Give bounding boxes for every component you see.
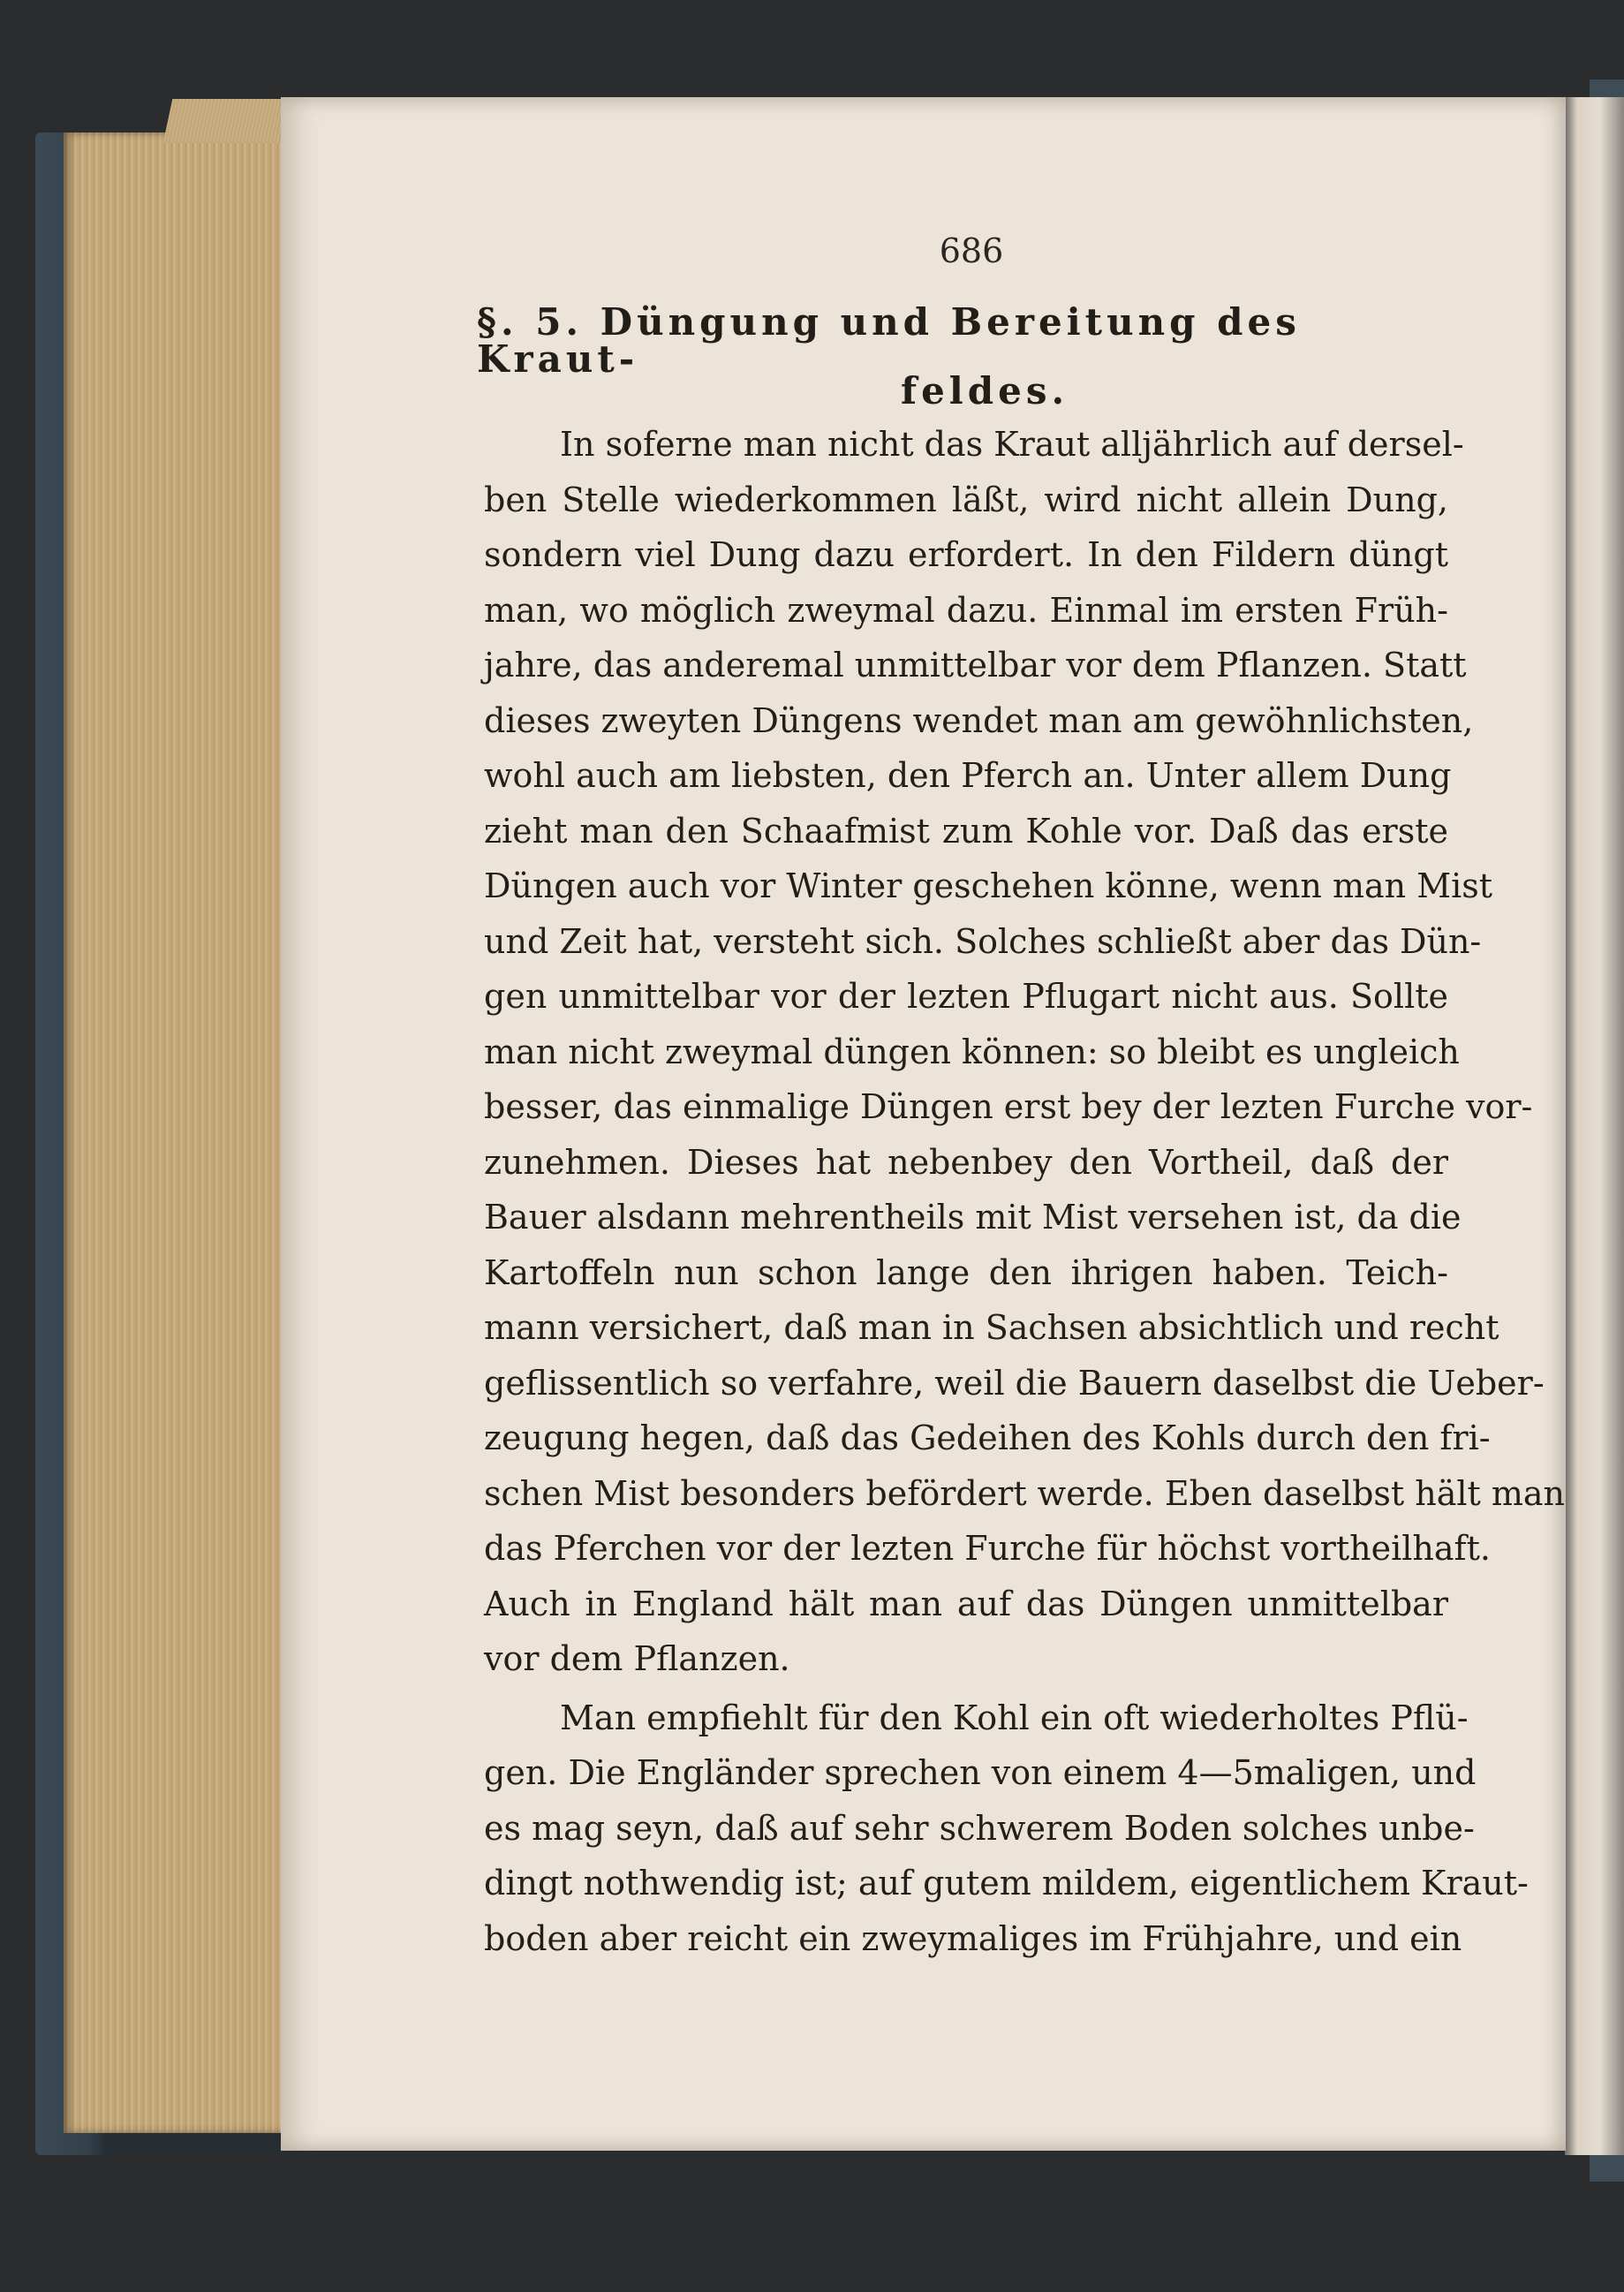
text-line: Düngen auch vor Winter geschehen könne, wenn man Mist — [484, 866, 1493, 905]
text-line: ben Stelle wiederkommen läßt, wird nicht allein Dung, — [484, 480, 1448, 519]
text-line: geflissentlich so verfahre, weil die Bauern daselbst die Ueber- — [484, 1363, 1545, 1403]
right-page-edge — [1565, 97, 1624, 2155]
text-line: boden aber reicht ein zweymaliges im Frühjahre, und ein — [484, 1918, 1462, 1958]
page-edges-top — [163, 99, 297, 143]
text-line: vor dem Pflanzen. — [484, 1639, 790, 1678]
text-line: man, wo möglich zweymal dazu. Einmal im ersten Früh- — [484, 590, 1448, 630]
paragraph-1 — [484, 417, 1566, 1687]
text-line: und Zeit hat, versteht sich. Solches schließt aber das Dün- — [484, 921, 1482, 961]
text-line: Man empfiehlt für den Kohl ein oft wiederholtes Pflü- — [560, 1698, 1469, 1737]
text-line: sondern viel Dung dazu erfordert. In den Fildern düngt — [484, 535, 1448, 574]
text-line: wohl auch am liebsten, den Pferch an. Unter allem Dung — [484, 756, 1452, 795]
text-line: schen Mist besonders befördert werde. Eben daselbst hält man — [484, 1473, 1566, 1513]
page-number: 686 — [939, 231, 1004, 270]
paragraph-2 — [484, 1691, 1529, 1967]
body-text — [484, 417, 1566, 1966]
page-edges — [64, 132, 284, 2133]
text-line: dieses zweyten Düngens wendet man am gewöhnlichsten, — [484, 700, 1474, 740]
text-line: jahre, das anderemal unmittelbar vor dem Pflanzen. Statt — [484, 646, 1467, 685]
text-line: zunehmen. Dieses hat nebenbey den Vortheil, daß der — [484, 1142, 1448, 1182]
text-line: mann versichert, daß man in Sachsen absichtlich und recht — [484, 1308, 1499, 1347]
text-line: zeugung hegen, daß das Gedeihen des Kohls durch den fri- — [484, 1418, 1491, 1457]
text-line: besser, das einmalige Düngen erst bey der lezten Furche vor- — [484, 1087, 1533, 1126]
text-line: das Pferchen vor der lezten Furche für höchst vortheilhaft. — [484, 1529, 1491, 1568]
text-line: gen. Die Engländer sprechen von einem 4—5maligen, und — [484, 1753, 1477, 1792]
section-heading-continued: feldes. — [901, 369, 1069, 412]
section-heading: §. 5. Düngung und Bereitung des Kraut- — [477, 300, 1301, 381]
text-line: gen unmittelbar vor der lezten Pflugart nicht aus. Sollte — [484, 977, 1448, 1016]
text-line: es mag seyn, daß auf sehr schwerem Boden solches unbe- — [484, 1808, 1475, 1848]
text-line: Kartoffeln nun schon lange den ihrigen haben. Teich- — [484, 1252, 1448, 1292]
text-line: In soferne man nicht das Kraut alljährlich auf dersel- — [560, 425, 1464, 464]
text-line: Bauer alsdann mehrentheils mit Mist versehen ist, da die — [484, 1198, 1462, 1237]
text-line: dingt nothwendig ist; auf gutem mildem, eigentlichem Kraut- — [484, 1864, 1529, 1902]
text-line: zieht man den Schaafmist zum Kohle vor. Daß das erste — [484, 811, 1448, 851]
text-line: Auch in England hält man auf das Düngen unmittelbar — [484, 1584, 1448, 1623]
text-line: man nicht zweymal düngen können: so bleibt es ungleich — [484, 1032, 1460, 1071]
